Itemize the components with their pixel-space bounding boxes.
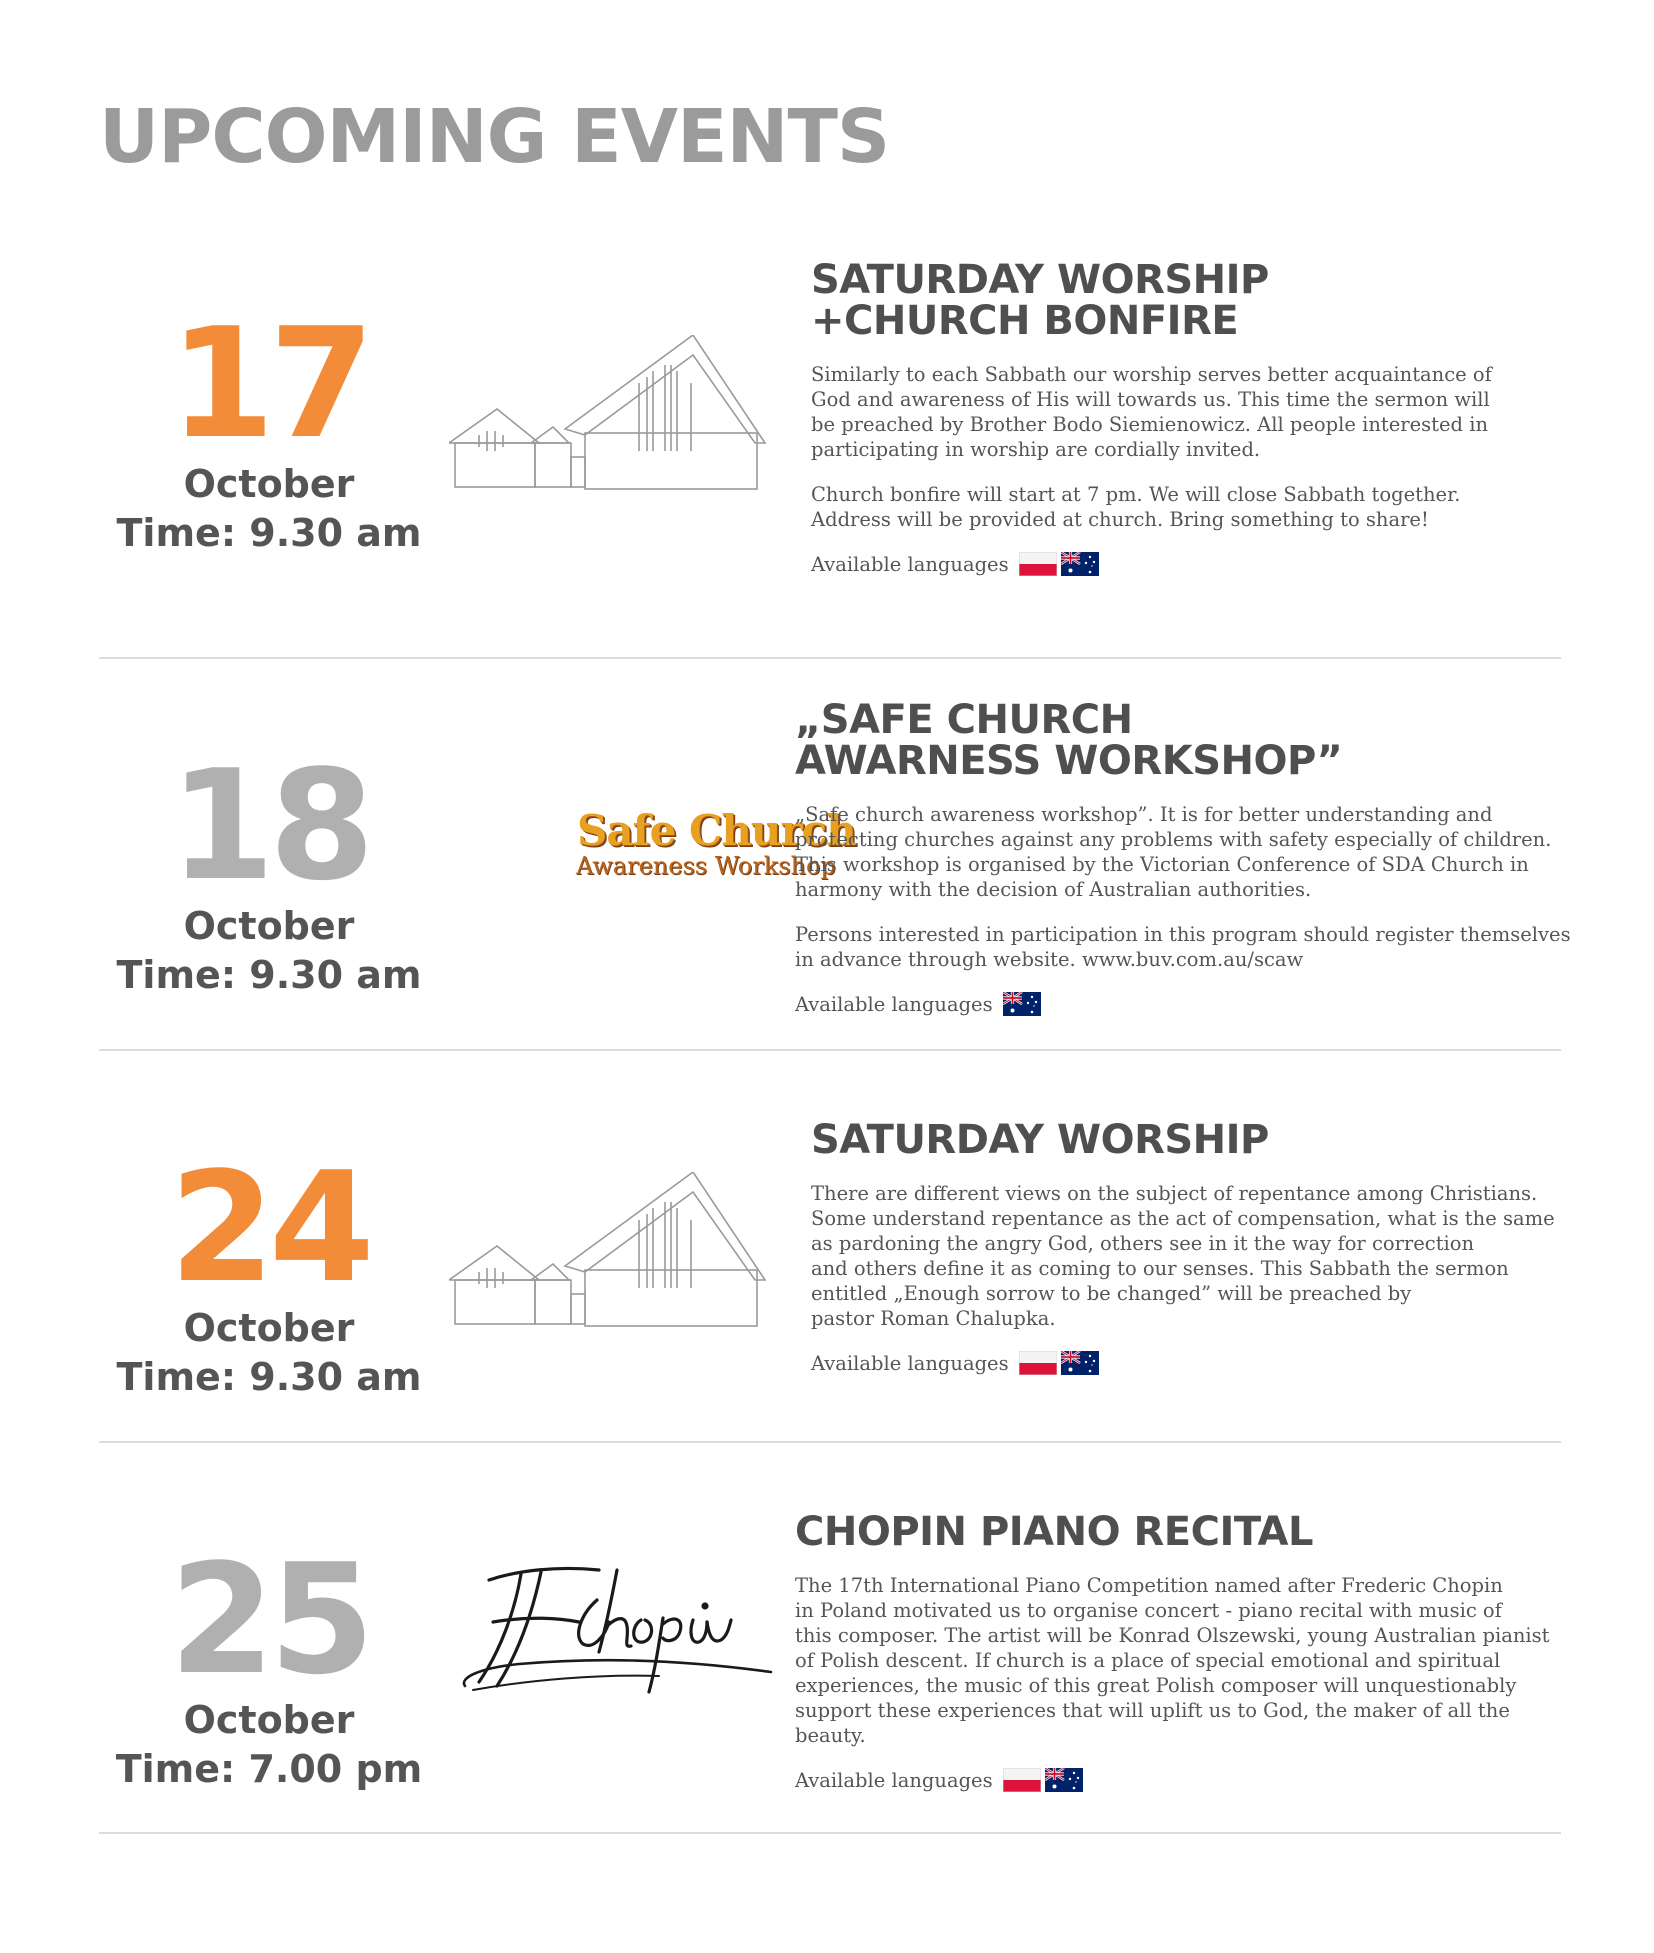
event-time: Time: 9.30 am — [116, 511, 422, 556]
paragraph-line: experiences, the music of this great Polish composer will unquestionably — [795, 1674, 1517, 1698]
australia-flag — [1061, 552, 1099, 576]
languages-label: Available languages — [811, 1351, 1009, 1375]
event-paragraph — [795, 922, 1575, 972]
paragraph-line: support these experiences that will uplift us to God, the maker of all the beauty. — [795, 1699, 1510, 1748]
paragraph-line: This workshop is organised by the Victorian Conference of SDA Church in — [795, 853, 1529, 877]
event-day: 24 — [169, 1139, 369, 1316]
event-date — [99, 1139, 439, 1403]
paragraph-line: pastor Roman Chalupka. — [811, 1307, 1056, 1331]
event-title-line: SATURDAY WORSHIP — [811, 257, 1269, 303]
paragraph-line: God and awareness of His will towards us. This time the sermon will — [811, 388, 1490, 412]
event-title — [811, 257, 1571, 345]
paragraph-line: and others define it as coming to our senses. This Sabbath the sermon — [811, 1257, 1509, 1281]
event-content — [795, 1509, 1575, 1792]
event-paragraph — [811, 482, 1571, 532]
paragraph-line: „Safe church awareness workshop”. It is for better understanding and — [795, 803, 1493, 827]
event-day: 25 — [169, 1531, 369, 1708]
languages-label: Available languages — [795, 992, 993, 1016]
available-languages — [795, 992, 1575, 1016]
event-paragraph — [811, 1181, 1571, 1331]
event-paragraph — [795, 1573, 1575, 1748]
event-content — [795, 697, 1575, 1016]
event-card — [99, 250, 1561, 650]
event-title — [795, 697, 1575, 785]
australia-flag — [1061, 1351, 1099, 1375]
event-title-line: SATURDAY WORSHIP — [811, 1117, 1269, 1163]
event-date — [99, 1531, 439, 1795]
event-card — [99, 1110, 1561, 1410]
page-title: UPCOMING EVENTS — [99, 94, 890, 180]
event-content — [811, 257, 1571, 576]
paragraph-line: participating in worship are cordially invited. — [811, 438, 1261, 462]
event-day: 17 — [169, 295, 369, 472]
event-paragraph — [811, 362, 1571, 462]
available-languages — [811, 1351, 1571, 1375]
paragraph-line: entitled „Enough sorrow to be changed” will be preached by — [811, 1282, 1412, 1306]
poland-flag — [1019, 1351, 1057, 1375]
paragraph-line: Church bonfire will start at 7 pm. We will close Sabbath together. — [811, 483, 1461, 507]
event-title — [795, 1509, 1575, 1555]
paragraph-line: There are different views on the subject of repentance among Christians. — [811, 1182, 1538, 1206]
divider — [99, 1049, 1561, 1051]
poland-flag — [1003, 1768, 1041, 1792]
event-date — [99, 295, 439, 559]
paragraph-line: The 17th International Piano Competition named after Frederic Chopin — [795, 1574, 1503, 1598]
divider — [99, 1441, 1561, 1443]
poland-flag — [1019, 552, 1057, 576]
paragraph-line: protecting churches against any problems with safety especially of children. — [795, 828, 1552, 852]
event-month: October — [183, 1306, 355, 1350]
paragraph-line: of Polish descent. If church is a place of special emotional and spiritual — [795, 1649, 1501, 1673]
event-date — [99, 737, 439, 1001]
divider — [99, 1832, 1561, 1834]
paragraph-line: in Poland motivated us to organise concert - piano recital with music of — [795, 1599, 1502, 1623]
paragraph-line: harmony with the decision of Australian authorities. — [795, 878, 1312, 902]
paragraph-line: Some understand repentance as the act of compensation, what is the same — [811, 1207, 1555, 1231]
event-title-line: AWARNESS WORKSHOP” — [795, 738, 1343, 785]
event-content — [811, 1117, 1571, 1375]
event-title-line: +CHURCH BONFIRE — [811, 298, 1239, 345]
paragraph-line: Address will be provided at church. Bring something to share! — [811, 508, 1429, 532]
paragraph-line: in advance through website. www.buv.com.au/scaw — [795, 948, 1304, 972]
australia-flag — [1045, 1768, 1083, 1792]
event-paragraph — [795, 802, 1575, 902]
australia-flag — [1003, 992, 1041, 1016]
logo-line: Safe Church — [577, 806, 856, 855]
languages-label: Available languages — [795, 1768, 993, 1792]
event-time: Time: 9.30 am — [116, 1355, 422, 1400]
event-card — [99, 1500, 1561, 1820]
event-title-line: „SAFE CHURCH — [795, 697, 1133, 743]
event-day: 18 — [169, 737, 369, 914]
event-title-line: CHOPIN PIANO RECITAL — [795, 1509, 1313, 1555]
event-title — [811, 1117, 1571, 1163]
event-card — [99, 690, 1571, 1050]
paragraph-line: Similarly to each Sabbath our worship serves better acquaintance of — [811, 363, 1492, 387]
event-time: Time: 7.00 pm — [115, 1747, 423, 1792]
available-languages — [811, 552, 1571, 576]
paragraph-line: Persons interested in participation in this program should register themselves — [795, 923, 1571, 947]
paragraph-line: this composer. The artist will be Konrad Olszewski, young Australian pianist — [795, 1624, 1550, 1648]
paragraph-line: be preached by Brother Bodo Siemienowicz. All people interested in — [811, 413, 1489, 437]
paragraph-line: as pardoning the angry God, others see in it the way for correction — [811, 1232, 1475, 1256]
divider — [99, 657, 1561, 659]
event-month: October — [183, 1698, 355, 1742]
languages-label: Available languages — [811, 552, 1009, 576]
available-languages — [795, 1768, 1575, 1792]
event-month: October — [183, 462, 355, 506]
event-time: Time: 9.30 am — [116, 953, 422, 998]
event-month: October — [183, 904, 355, 948]
logo-line: Awareness Workshop — [576, 852, 836, 880]
